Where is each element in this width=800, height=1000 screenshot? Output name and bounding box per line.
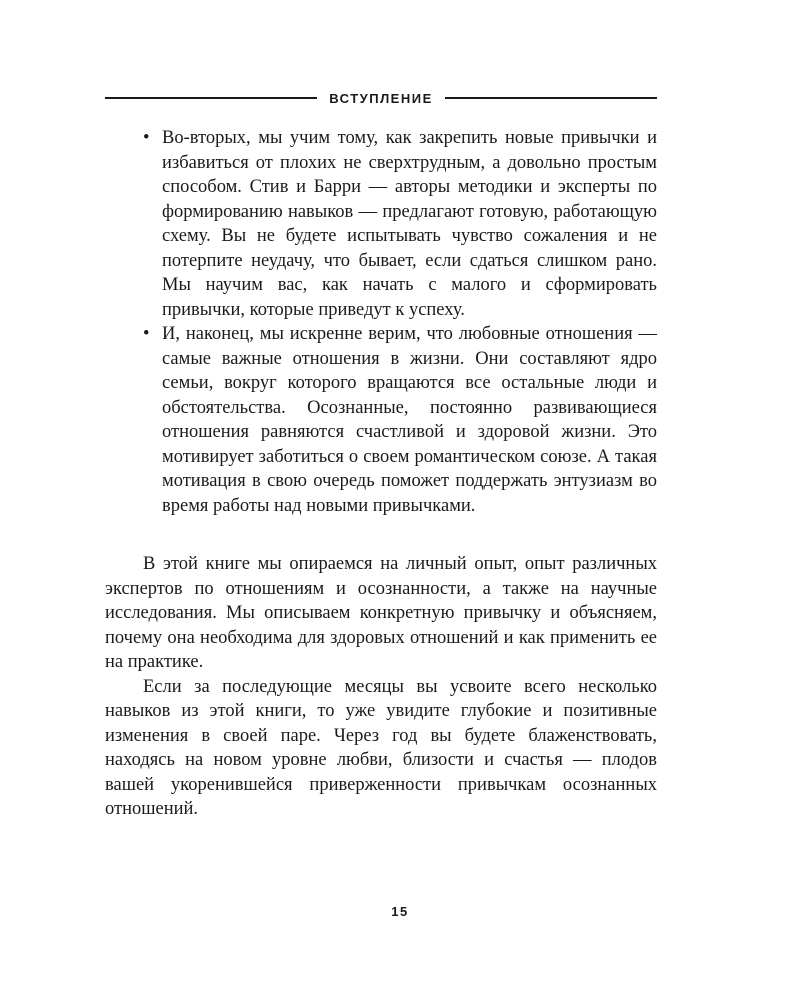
bullet-item-secondly — [105, 126, 657, 322]
header-rule-right — [445, 97, 657, 99]
page-body — [105, 126, 657, 822]
bullet-text: Во-вторых, мы учим тому, как закрепить новые привычки и избавиться от плохих не сверхтрудным, а довольно простым способом. Стив и Барри — авторы методики и эксперты по формированию навыков — предлагают готовую, работающую схему. Вы не будете испытывать чувство сожаления и не потерпите неудачу, что бывает, если сдаться слишком рано. Мы научим вас, как начать с малого и сформировать привычки, которые приведут к успеху. — [162, 128, 657, 320]
bullet-item-finally — [105, 322, 657, 518]
chapter-title: ВСТУПЛЕНИЕ — [329, 90, 433, 106]
paragraph-sources: В этой книге мы опираемся на личный опыт, опыт различных экспертов по отношениям и осознанности, а также на научные исследования. Мы описываем конкретную привычку и объясняем, почему она необходима для здоровых отношений и как применить ее на практике. — [105, 554, 657, 672]
bullet-text: И, наконец, мы искренне верим, что любовные отношения — самые важные отношения в жизни. Они составляют ядро семьи, вокруг которого вращаются все остальные люди и обстоятельства. Осознанные, постоянно развивающиеся отношения равняются счастливой и здоровой жизни. Это мотивирует заботиться о своем романтическом союзе. А такая мотивация в свою очередь поможет поддержать энтузиазм во время работы над новыми привычками. — [162, 324, 657, 516]
bullet-marker: • — [143, 128, 150, 148]
bullet-list — [105, 126, 657, 518]
page-number: 15 — [391, 904, 409, 919]
running-header — [105, 86, 657, 110]
header-rule-left — [105, 97, 317, 99]
paragraph-outcome: Если за последующие месяцы вы усвоите всего несколько навыков из этой книги, то уже увидите глубокие и позитивные изменения в своей паре. Через год вы будете блаженствовать, находясь на новом уровне любви, близости и счастья — плодов вашей укоренившейся приверженности привычкам осознанных отношений. — [105, 676, 657, 819]
bullet-marker: • — [143, 324, 150, 344]
